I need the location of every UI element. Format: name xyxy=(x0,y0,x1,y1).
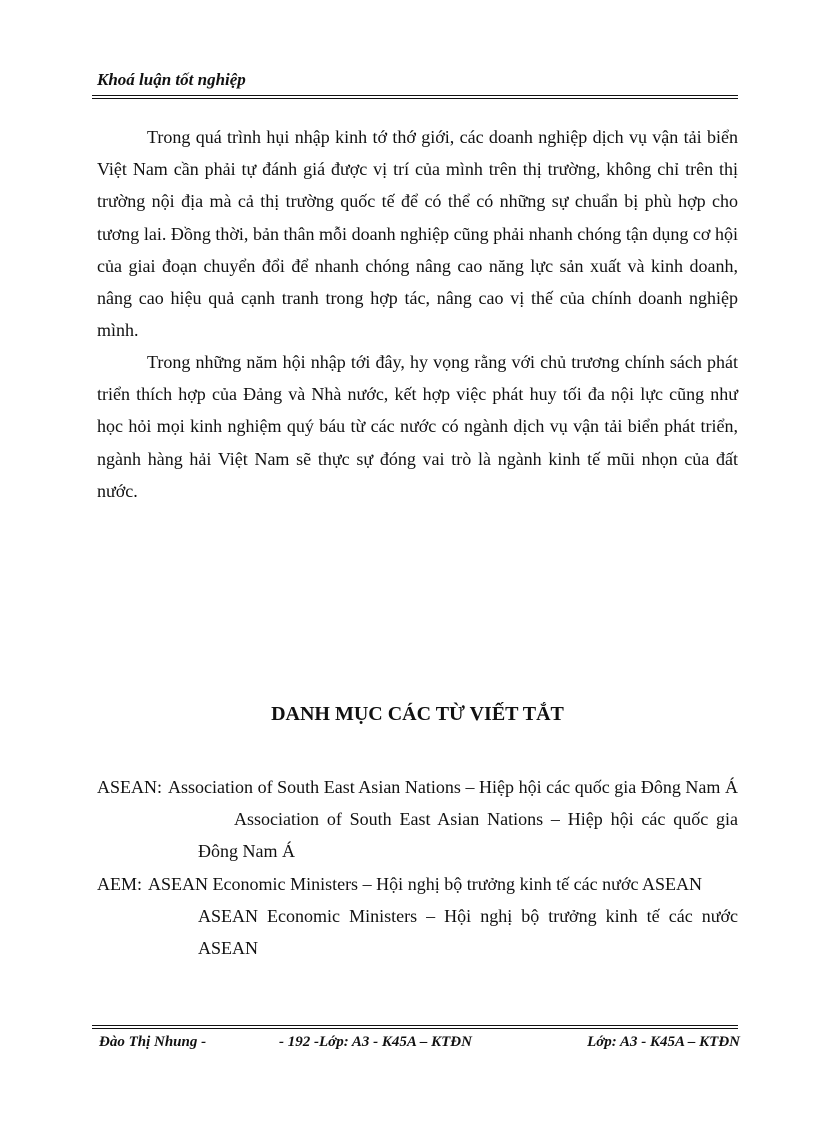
abbreviation-entry xyxy=(97,868,738,965)
footer-class: Lớp: A3 - K45A – KTĐN xyxy=(587,1034,740,1050)
footer-page-info: - 192 -Lớp: A3 - K45A – KTĐN xyxy=(279,1034,472,1050)
abbreviation-term: ASEAN: xyxy=(97,777,163,797)
header-title: Khoá luận tốt nghiệp xyxy=(97,70,246,89)
section-title: DANH MỤC CÁC TỪ VIẾT TẮT xyxy=(271,703,564,725)
abbreviation-definition-repeat: Association of South East Asian Nations – Hiệp hội các quốc gia Đông Nam Á xyxy=(198,809,738,862)
abbreviation-definition: ASEAN Economic Ministers – Hội nghị bộ trưởng kinh tế các nước ASEAN xyxy=(148,874,702,894)
abbreviation-term: AEM: xyxy=(97,874,142,894)
body-paragraph: Trong quá trình hụi nhập kinh tớ thớ giới, các doanh nghiệp dịch vụ vận tải biển Việt Nam cần phải tự đánh giá được vị trí của mình trên thị trường, không chỉ trên thị trường nội địa mà cả thị trường quốc tế để có thể có những sự chuẩn bị phù hợp cho tương lai. Đồng thời, bản thân mỗi doanh nghiệp cũng phải nhanh chóng tận dụng cơ hội của giai đoạn chuyển đổi để nhanh chóng nâng cao năng lực sản xuất và kinh doanh, nâng cao hiệu quả cạnh tranh trong hợp tác, nâng cao vị thế của chính doanh nghiệp mình. xyxy=(97,127,738,341)
header-rule-bottom xyxy=(92,98,738,99)
abbreviation-entry xyxy=(97,771,738,868)
header-rule-top xyxy=(92,95,738,96)
footer-author: Đào Thị Nhung - xyxy=(99,1034,207,1050)
abbreviation-definition-repeat: ASEAN Economic Ministers – Hội nghị bộ trưởng kinh tế các nước ASEAN xyxy=(198,906,738,959)
body-paragraph: Trong những năm hội nhập tới đây, hy vọng rằng với chủ trương chính sách phát triển thích hợp của Đảng và Nhà nước, kết hợp việc phát huy tối đa nội lực cũng như học hỏi mọi kinh nghiệm quý báu từ các nước có ngành dịch vụ vận tải biển phát triển, ngành hàng hải Việt Nam sẽ thực sự đóng vai trò là ngành kinh tế mũi nhọn của đất nước. xyxy=(97,352,738,501)
abbreviation-definition: Association of South East Asian Nations – Hiệp hội các quốc gia Đông Nam Á xyxy=(168,777,738,797)
footer-rule-top xyxy=(92,1025,738,1026)
footer-rule-bottom xyxy=(92,1028,738,1029)
